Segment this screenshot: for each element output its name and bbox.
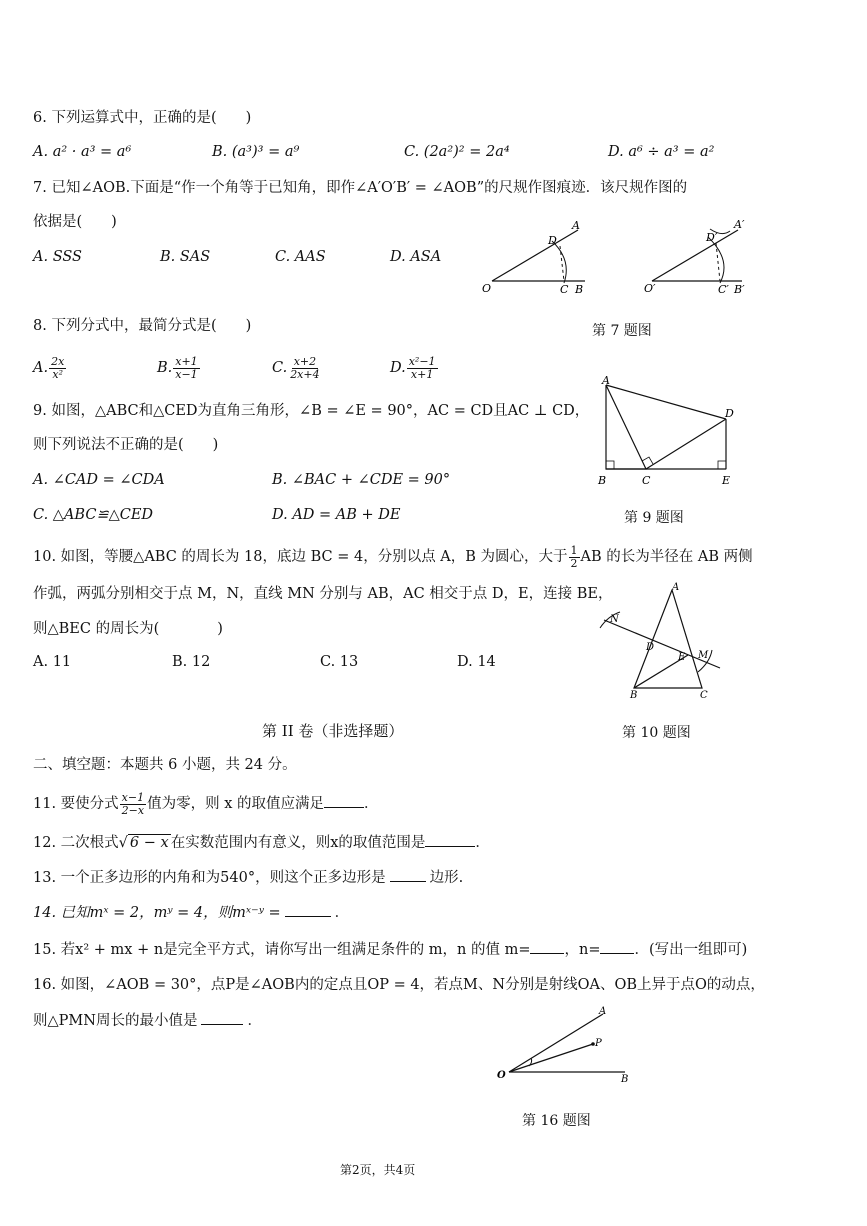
q8-option-a: A. $\frac{2x}{\text{x²}}$ <box>33 355 65 381</box>
q9-stem-line2: 则下列说法不正确的是( ) <box>33 437 219 453</box>
answer-blank <box>600 941 634 954</box>
q10-label: A <box>672 582 680 593</box>
page-footer: 第2页，共4页 <box>340 1163 416 1177</box>
q7-option-a: A. SSS <box>33 249 82 265</box>
q7-option-c: C. AAS <box>275 249 326 265</box>
q10-option-a: A. 11 <box>33 654 72 670</box>
q16-ray-oa <box>509 1014 603 1072</box>
q7-label: D <box>548 234 557 247</box>
q10-stem-line1: 10. 如图，等腰△ABC 的周长为 18，底边 BC = 4，分别以点 A，B 为圆心，大于 $\frac{1}{2}$ AB 的长为半径在 AB 两侧 <box>33 544 753 570</box>
q8-stem: 8. 下列分式中，最简分式是( ) <box>33 318 252 334</box>
q9-line-ad <box>606 385 726 419</box>
q9-option-c: C. △ABC≌△CED <box>33 507 154 523</box>
q10-stem-line3: 则△BEC 的周长为( ) <box>33 621 223 637</box>
q9-triangle-abc <box>606 385 646 469</box>
q7-arc <box>552 241 566 283</box>
q10-option-d: D. 14 <box>457 654 496 670</box>
q9-option-a: A. ∠CAD = ∠CDA <box>33 472 165 488</box>
q16-label: O <box>497 1070 506 1081</box>
q10-label: B <box>630 690 638 700</box>
q7-label: B′ <box>734 283 745 296</box>
q9-label: D <box>725 407 734 420</box>
q10-stem-line2: 作弧，两弧分别相交于点 M，N，直线 MN 分别与 AB，AC 相交于点 D，E，连接 BE， <box>33 586 613 602</box>
q7-label: A′ <box>734 218 745 231</box>
q10-label: D <box>646 642 655 653</box>
q16-stem-line1: 16. 如图，∠AOB = 30°，点P是∠AOB内的定点且OP = 4，若点M、N分别是射线OA、OB上异于点O的动点， <box>33 977 765 993</box>
q7-label: C <box>560 283 569 296</box>
q7-label: B <box>575 283 584 296</box>
q6-option-b: B. (a³)³ = a⁹ <box>212 144 300 160</box>
q10-triangle-abc <box>634 590 702 688</box>
q9-label: B <box>598 474 607 487</box>
answer-blank <box>425 834 475 847</box>
q7-ray-o1a1 <box>652 230 738 281</box>
q10-option-c: C. 13 <box>320 654 359 670</box>
q7-caption: 第 7 题图 <box>592 323 652 339</box>
q10-figure <box>590 580 730 700</box>
part2-title: 第 II 卷（非选择题） <box>262 722 404 740</box>
q6-stem: 6. 下列运算式中，正确的是( ) <box>33 110 252 126</box>
q9-figure <box>590 375 740 490</box>
q10-caption: 第 10 题图 <box>622 725 691 741</box>
q16-label: P <box>595 1038 602 1049</box>
q9-caption: 第 9 题图 <box>624 510 684 526</box>
answer-blank <box>201 1012 243 1025</box>
q9-label: E <box>722 474 731 487</box>
q14: 14. 已知mˣ = 2，mʸ = 4，则mˣ⁻ʸ = ． <box>33 905 350 921</box>
q16-caption: 第 16 题图 <box>522 1113 591 1129</box>
q6-option-a: A. a² · a³ = a⁶ <box>33 144 132 160</box>
answer-blank <box>530 941 564 954</box>
q7-stem-line2: 依据是( ) <box>33 214 117 230</box>
q16-stem-line2: 则△PMN周长的最小值是 ． <box>33 1013 262 1029</box>
q9-right-angle-b <box>606 461 614 469</box>
q16-label: B <box>621 1074 629 1085</box>
q7-stem-line1: 7. 已知∠AOB.下面是“作一个角等于已知角，即作∠A′O′B′ = ∠AOB”的尺规作图痕迹．该尺规作图的 <box>33 180 688 196</box>
q8-option-c: C. $\frac{x+2}{2x+4}$ <box>272 355 320 381</box>
q7-label: D′ <box>706 231 718 244</box>
q9-option-b: B. ∠BAC + ∠CDE = 90° <box>272 472 451 488</box>
q7-label: O′ <box>644 282 656 295</box>
q9-option-d: D. AD = AB + DE <box>272 507 401 523</box>
q9-label: A <box>602 375 610 387</box>
q6-option-d: D. a⁶ ÷ a³ = a² <box>608 144 715 160</box>
answer-blank <box>324 795 364 808</box>
q10-label: E <box>678 652 686 663</box>
q16-figure <box>495 1000 645 1090</box>
q7-option-d: D. ASA <box>390 249 442 265</box>
q10-option-b: B. 12 <box>172 654 211 670</box>
q9-line-cd <box>646 419 726 469</box>
q8-option-b: B. $\frac{x+1}{x-1}$ <box>157 355 198 381</box>
q9-right-angle-e <box>718 461 726 469</box>
q7-label: O <box>482 282 492 295</box>
q10-label: N <box>610 614 619 625</box>
q13: 13. 一个正多边形的内角和为540°，则这个正多边形是 边形. <box>33 870 464 886</box>
q15: 15. 若x² + mx + n是完全平方式，请你写出一组满足条件的 m，n 的值 m= ，n= ．(写出一组即可) <box>33 942 748 958</box>
q7-label: A <box>572 219 580 232</box>
answer-blank <box>390 869 426 882</box>
answer-blank <box>285 904 331 917</box>
fill-section-heading: 二、填空题：本题共 6 小题，共 24 分。 <box>33 757 297 773</box>
q12: 12. 二次根式√ 6 − x 在实数范围内有意义，则x的取值范围是 ． <box>33 835 490 851</box>
q11: 11. 要使分式 $\frac{x-1}{2-x}$ 值为零，则 x 的取值应满足 ． <box>33 791 379 817</box>
q9-stem-line1: 9. 如图，△ABC和△CED为直角三角形，∠B = ∠E = 90°，AC = CD且AC ⊥ CD， <box>33 403 590 419</box>
q7-label: C′ <box>718 283 729 296</box>
q10-label: M <box>698 650 709 661</box>
q7-figure <box>480 215 770 300</box>
q8-option-d: D. $\frac{\text{x²−1}}{x+1}$ <box>390 355 436 381</box>
q16-label: A <box>599 1006 607 1017</box>
q7-ray-oa <box>492 230 578 281</box>
q6-option-c: C. (2a²)² = 2a⁴ <box>404 144 510 160</box>
q10-label: C <box>700 690 708 700</box>
q9-label: C <box>642 474 651 487</box>
q7-option-b: B. SAS <box>160 249 211 265</box>
q16-line-op <box>509 1044 593 1072</box>
